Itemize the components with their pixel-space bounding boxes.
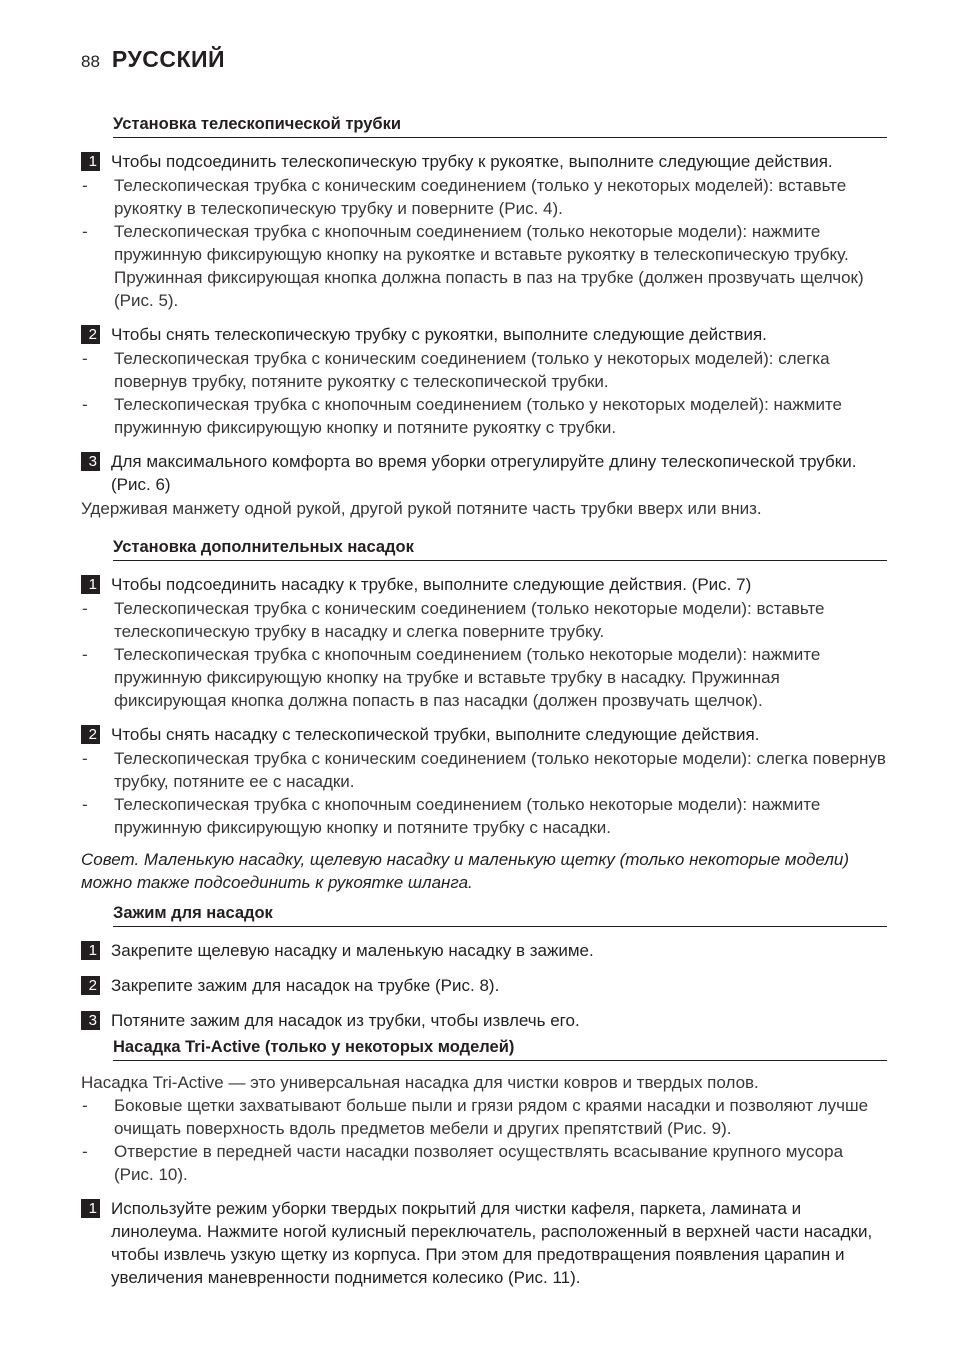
step-text: Чтобы снять насадку с телескопической трубки, выполните следующие действия. [111, 725, 760, 744]
step-number: 1 [81, 1199, 100, 1218]
step-number: 1 [81, 941, 100, 960]
bullet-item: - Телескопическая трубка с коническим соединением (только некоторые модели): слегка повернув трубку, потяните ее с насадки. [82, 749, 886, 791]
bullet-text: Телескопическая трубка с коническим соединением (только некоторые модели): вставьте телескопическую трубку в насадку и слегка поверните трубку. [114, 599, 825, 641]
step-text: Закрепите зажим для насадок на трубке (Рис. 8). [111, 976, 500, 995]
bullet-list [81, 347, 887, 439]
step-text: Для максимального комфорта во время уборки отрегулируйте длину телескопической трубки. (Рис. 6) [111, 452, 857, 494]
step [81, 323, 887, 346]
bullet-text: Отверстие в передней части насадки позволяет осуществлять всасывание крупного мусора (Рис. 10). [114, 1142, 844, 1184]
bullet-text: Телескопическая трубка с кнопочным соединением (только у некоторых моделей): нажмите пружинную фиксирующую кнопку и потяните рукоятку с трубки. [114, 395, 842, 437]
step-number: 1 [81, 152, 100, 171]
step-note: Удерживая манжету одной рукой, другой рукой потяните часть трубки вверх или вниз. [81, 499, 762, 518]
bullet-list [81, 747, 887, 839]
bullet-list [81, 174, 887, 312]
step-number: 2 [81, 976, 100, 995]
page-number: 88 [81, 52, 100, 71]
page-header [81, 46, 225, 73]
bullet-list [81, 597, 887, 712]
page-language-title: РУССКИЙ [111, 46, 226, 72]
bullet-text: Телескопическая трубка с коническим соединением (только у некоторых моделей): вставьте рукоятку в телескопическую трубку и поверните (Рис. 4). [114, 176, 847, 218]
bullet-item: - Телескопическая трубка с кнопочным соединением (только некоторые модели): нажмите пружинную фиксирующую кнопку на трубке и вставьте трубку в насадку. Пружинная фиксирующая кнопка должна попасть в паз насадки (должен прозвучать щелчок). [81, 643, 887, 712]
step-text: Потяните зажим для насадок из трубки, чтобы извлечь его. [111, 1011, 580, 1030]
bullet-text: Телескопическая трубка с коническим соединением (только у некоторых моделей): слегка повернув трубку, потяните рукоятку с телескопической трубки. [114, 349, 830, 391]
step-number: 3 [81, 1011, 100, 1030]
step [81, 150, 887, 173]
bullet-item: - Отверстие в передней части насадки позволяет осуществлять всасывание крупного мусора (Рис. 10). [81, 1140, 887, 1186]
bullet-list [81, 1094, 887, 1186]
step-text: Закрепите щелевую насадку и маленькую насадку в зажиме. [111, 941, 594, 960]
section-title: Насадка Tri-Active (только у некоторых моделей) [113, 1036, 887, 1061]
tip-text: Совет. Маленькую насадку, щелевую насадку и маленькую щетку (только некоторые модели) можно также подсоединить к рукоятке шланга. [81, 850, 850, 892]
step-text: Чтобы снять телескопическую трубку с рукоятки, выполните следующие действия. [111, 325, 767, 344]
step [81, 723, 887, 746]
bullet-item: - Боковые щетки захватывают больше пыли и грязи рядом с краями насадки и позволяют лучше очищать поверхность вдоль предметов мебели и других препятствий (Рис. 9). [81, 1094, 887, 1140]
bullet-item: - Телескопическая трубка с кнопочным соединением (только некоторые модели): нажмите пружинную фиксирующую кнопку и потяните трубку с насадки. [81, 793, 887, 839]
step-text: Чтобы подсоединить телескопическую трубку к рукоятке, выполните следующие действия. [111, 152, 833, 171]
bullet-item: - Телескопическая трубка с кнопочным соединением (только некоторые модели): нажмите пружинную фиксирующую кнопку на рукоятке и вставьте рукоятку в телескопическую трубку. Пружинная фиксирующая кнопка должна попасть в паз на трубке (должен прозвучать щелчок) (Рис. 5). [81, 220, 887, 312]
step [81, 939, 887, 962]
step [81, 573, 887, 596]
step [81, 1009, 887, 1032]
step-number: 3 [81, 452, 100, 471]
page-content [81, 107, 887, 1290]
bullet-text: Телескопическая трубка с кнопочным соединением (только некоторые модели): нажмите пружинную фиксирующую кнопку на трубке и вставьте трубку в насадку. Пружинная фиксирующая кнопка должна попасть в паз насадки (должен прозвучать щелчок). [114, 645, 821, 710]
step-number: 2 [81, 325, 100, 344]
section-title: Установка телескопической трубки [113, 113, 887, 138]
step-number: 2 [81, 725, 100, 744]
section-title: Установка дополнительных насадок [113, 536, 887, 561]
step-number: 1 [81, 575, 100, 594]
bullet-text: Телескопическая трубка с кнопочным соединением (только некоторые модели): нажмите пружинную фиксирующую кнопку на рукоятке и вставьте рукоятку в телескопическую трубку. Пружинная фиксирующая кнопка должна попасть в паз на трубке (должен прозвучать щелчок) (Рис. 5). [114, 222, 864, 310]
bullet-text: Боковые щетки захватывают больше пыли и грязи рядом с краями насадки и позволяют лучше очищать поверхность вдоль предметов мебели и других препятствий (Рис. 9). [114, 1096, 869, 1138]
section-title: Зажим для насадок [113, 902, 887, 927]
bullet-item: - Телескопическая трубка с коническим соединением (только у некоторых моделей): вставьте рукоятку в телескопическую трубку и поверните (Рис. 4). [81, 174, 887, 220]
intro-paragraph: Насадка Tri-Active — это универсальная насадка для чистки ковров и твердых полов. [81, 1073, 759, 1092]
step-text: Используйте режим уборки твердых покрытий для чистки кафеля, паркета, ламината и линолеума. Нажмите ногой кулисный переключатель, расположенный в верхней части насадки, чтобы извлечь узкую щетку из корпуса. При этом для предотвращения появления царапин и увеличения маневренности поднимется колесико (Рис. 11). [111, 1199, 873, 1287]
bullet-item: - Телескопическая трубка с кнопочным соединением (только у некоторых моделей): нажмите пружинную фиксирующую кнопку и потяните рукоятку с трубки. [81, 393, 887, 439]
bullet-item: - Телескопическая трубка с коническим соединением (только некоторые модели): вставьте телескопическую трубку в насадку и слегка поверните трубку. [81, 597, 887, 643]
step-text: Чтобы подсоединить насадку к трубке, выполните следующие действия. (Рис. 7) [111, 575, 752, 594]
step [81, 1197, 887, 1289]
step [81, 974, 887, 997]
bullet-text: Телескопическая трубка с кнопочным соединением (только некоторые модели): нажмите пружинную фиксирующую кнопку и потяните трубку с насадки. [114, 795, 821, 837]
bullet-text: Телескопическая трубка с коническим соединением (только некоторые модели): слегка повернув трубку, потяните ее с насадки. [114, 749, 886, 791]
bullet-item: - Телескопическая трубка с коническим соединением (только у некоторых моделей): слегка повернув трубку, потяните рукоятку с телескопической трубки. [81, 347, 887, 393]
step [81, 450, 887, 496]
